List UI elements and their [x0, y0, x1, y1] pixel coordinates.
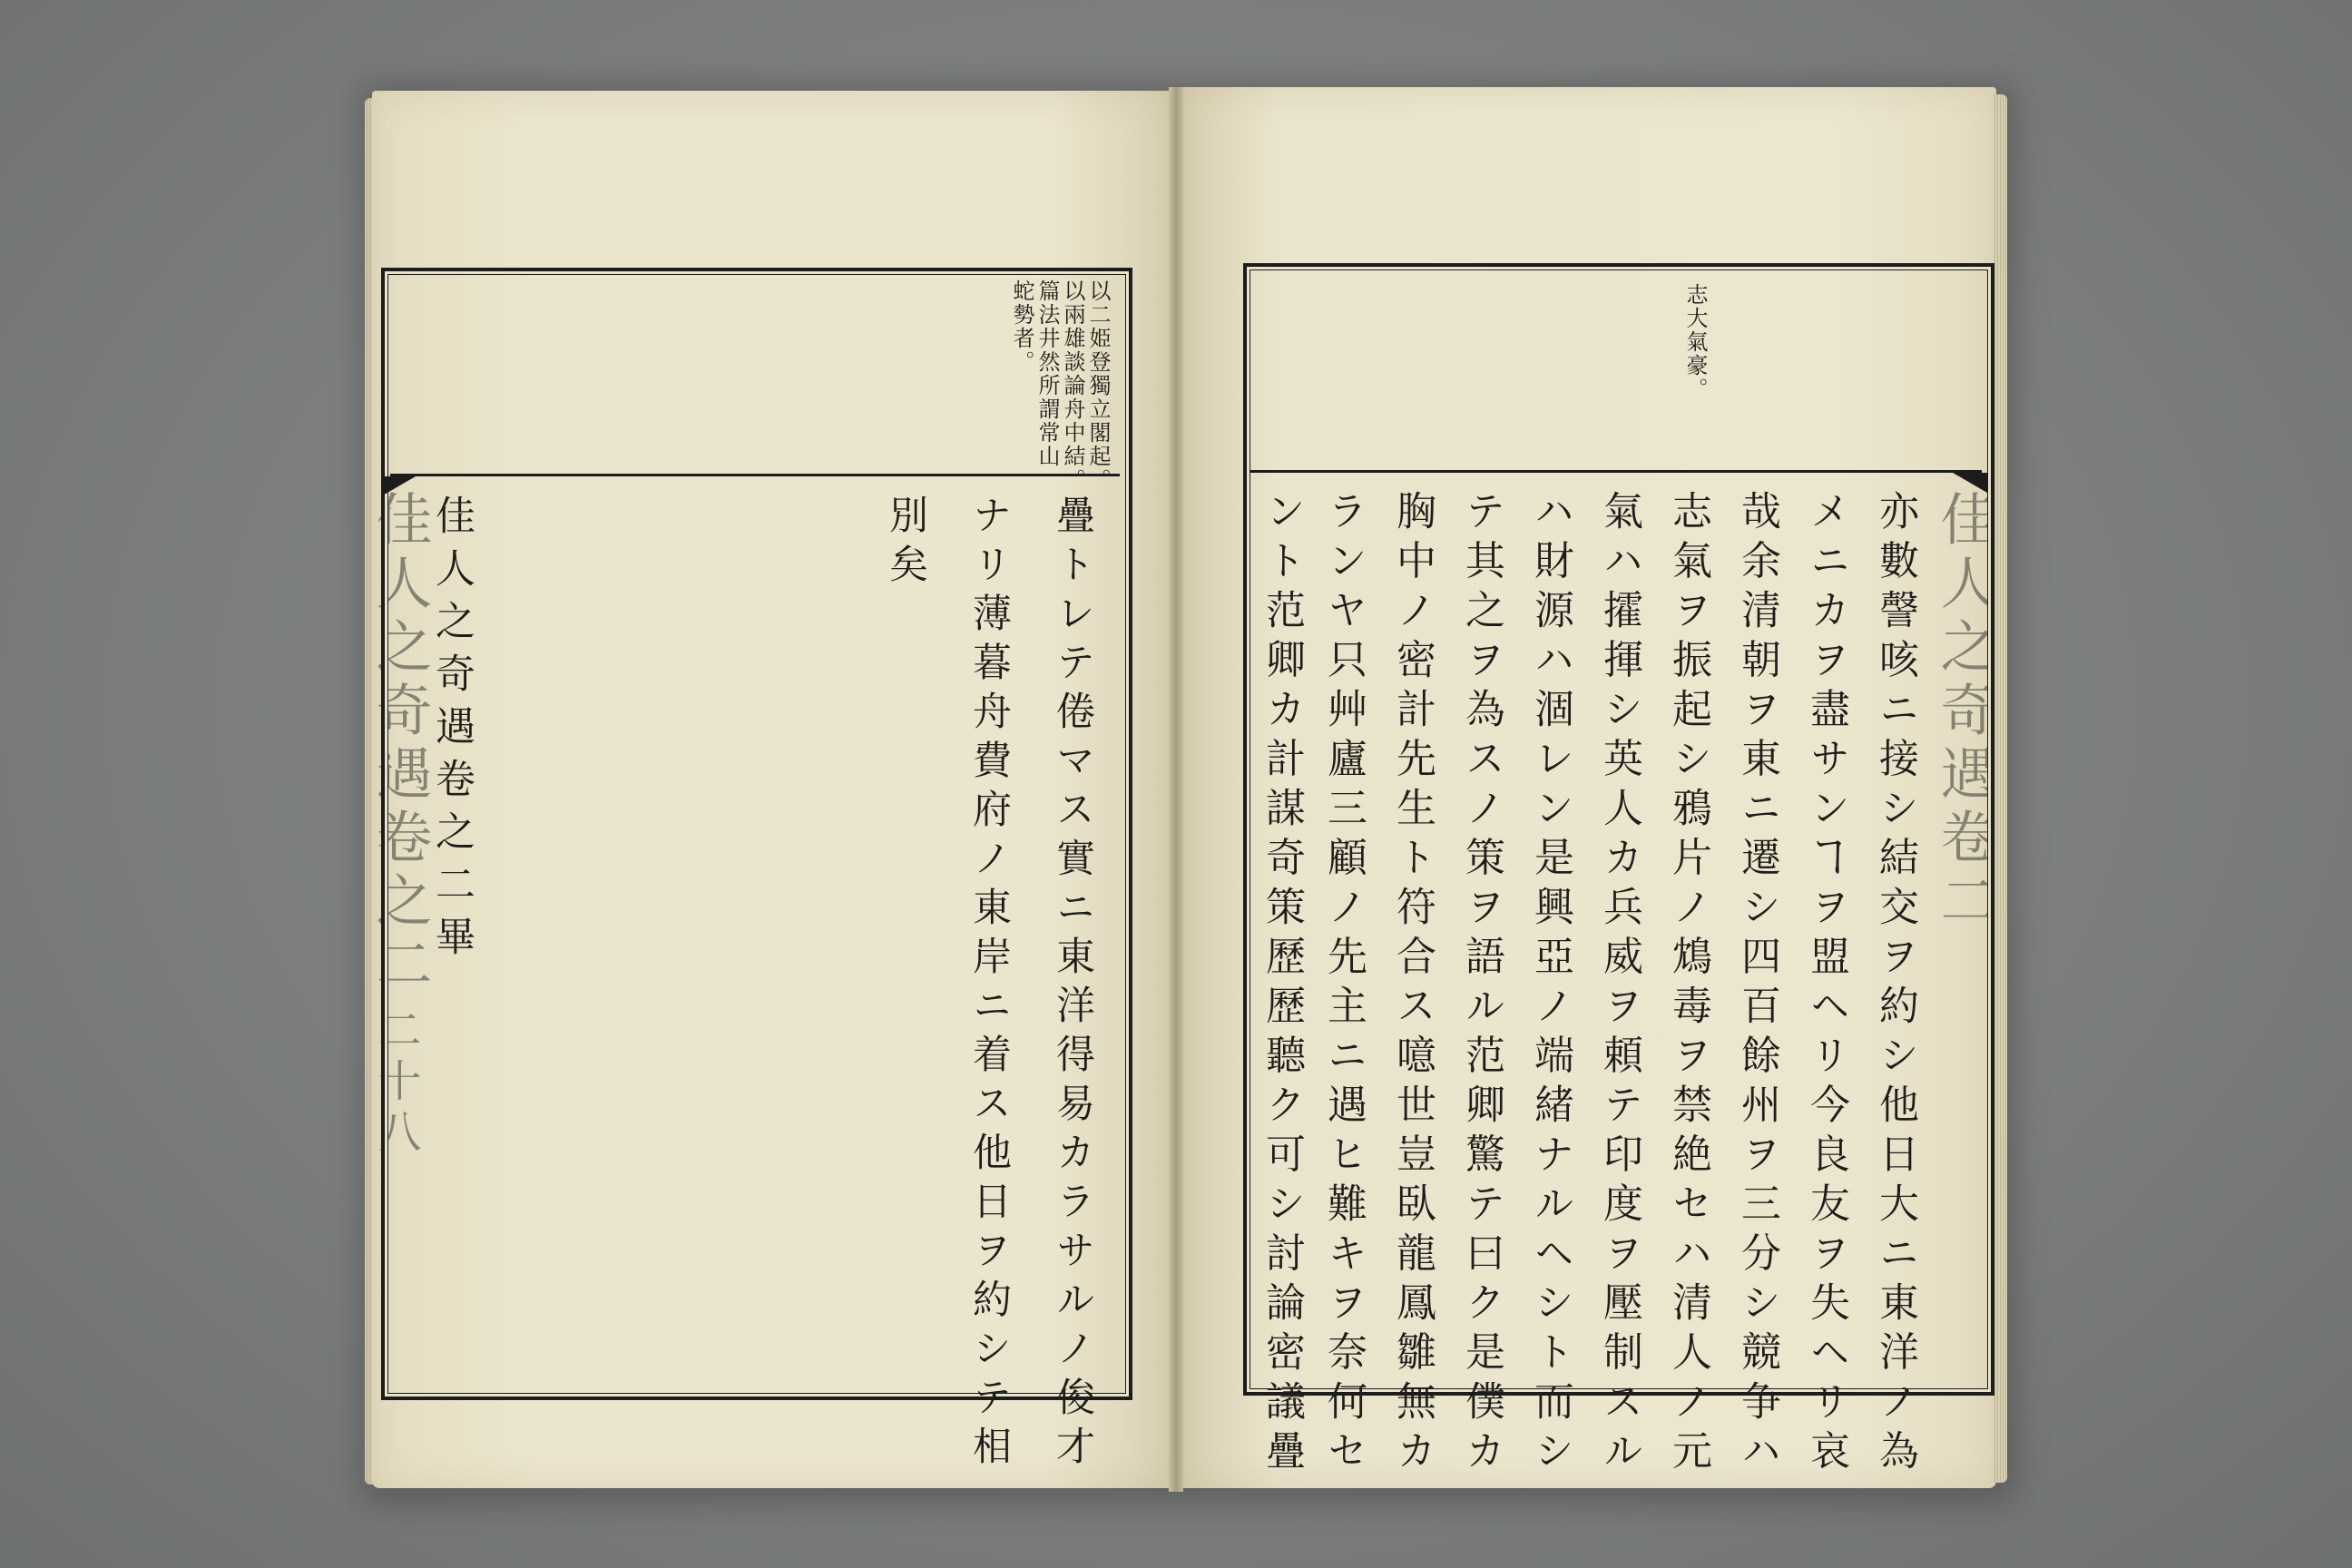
left-edge-title: 佳人之奇遇卷之二 [367, 490, 433, 998]
left-header-rule [390, 474, 1120, 476]
right-body-column-10: ント范卿カ計謀奇策歷歷聽ク可シ討論密議疊 [1259, 490, 1305, 1479]
right-edge-title: 佳人之奇遇卷二 [1931, 490, 1997, 935]
left-header-note-1: 以二姫登獨立閣起。 [1085, 279, 1111, 492]
right-body-column-7: テ其之ヲ為スノ策ヲ語ル范卿驚テ曰ク是僕カ [1458, 490, 1504, 1479]
right-body-column-4: 志氣ヲ振起シ鴉片ノ鴆毒ヲ禁絶セハ清人ノ元 [1665, 490, 1711, 1479]
right-body-column-9: ランヤ只艸廬三顧ノ先主ニ遇ヒ難キヲ奈何セ [1320, 490, 1367, 1479]
right-body-column-2: メニカヲ盡サンヿヲ盟ヘリ今良友ヲ失ヘリ哀 [1803, 490, 1849, 1479]
right-body-column-5: 氣ハ攉揮シ英人カ兵威ヲ頼テ印度ヲ壓制スル [1596, 490, 1642, 1479]
right-header-note-1: 志大氣豪。 [1682, 283, 1708, 401]
left-header-note-2: 以兩雄談論舟中結。 [1060, 279, 1085, 492]
right-body-column-3: 哉余清朝ヲ東ニ遷シ四百餘州ヲ三分シ競争ハ [1734, 490, 1780, 1479]
left-body-column-2: ナリ薄暮舟費府ノ東岸ニ着ス他日ヲ約シテ相 [966, 495, 1012, 1475]
left-page-frame [381, 268, 1132, 1400]
left-edge-folio: 二十八 [370, 1007, 421, 1160]
left-header-note-4: 蛇勢者。 [1009, 279, 1034, 374]
left-body-column-3: 別矣 [883, 495, 928, 593]
left-header-note-3: 篇法井然所謂常山 [1034, 279, 1060, 468]
right-header-rule [1250, 470, 1982, 473]
closing-title: 佳人之奇遇卷之二畢 [428, 495, 475, 968]
right-body-column-1: 亦數謦咳ニ接シ結交ヲ約シ他日大ニ東洋ノ為 [1872, 490, 1918, 1479]
right-body-column-6: ハ財源ハ涸レン是興亞ノ端緒ナルヘシト而シ [1527, 490, 1573, 1479]
right-body-column-8: 胸中ノ密計先生ト符合ス噫世豈臥龍鳳雛無カ [1389, 490, 1436, 1479]
right-fishtail-mark [1953, 473, 1987, 493]
book-gutter [1169, 87, 1183, 1492]
left-body-column-1: 疊トレテ倦マス實ニ東洋得易カラサルノ俊才 [1050, 495, 1095, 1475]
left-fishtail-mark [381, 476, 416, 496]
